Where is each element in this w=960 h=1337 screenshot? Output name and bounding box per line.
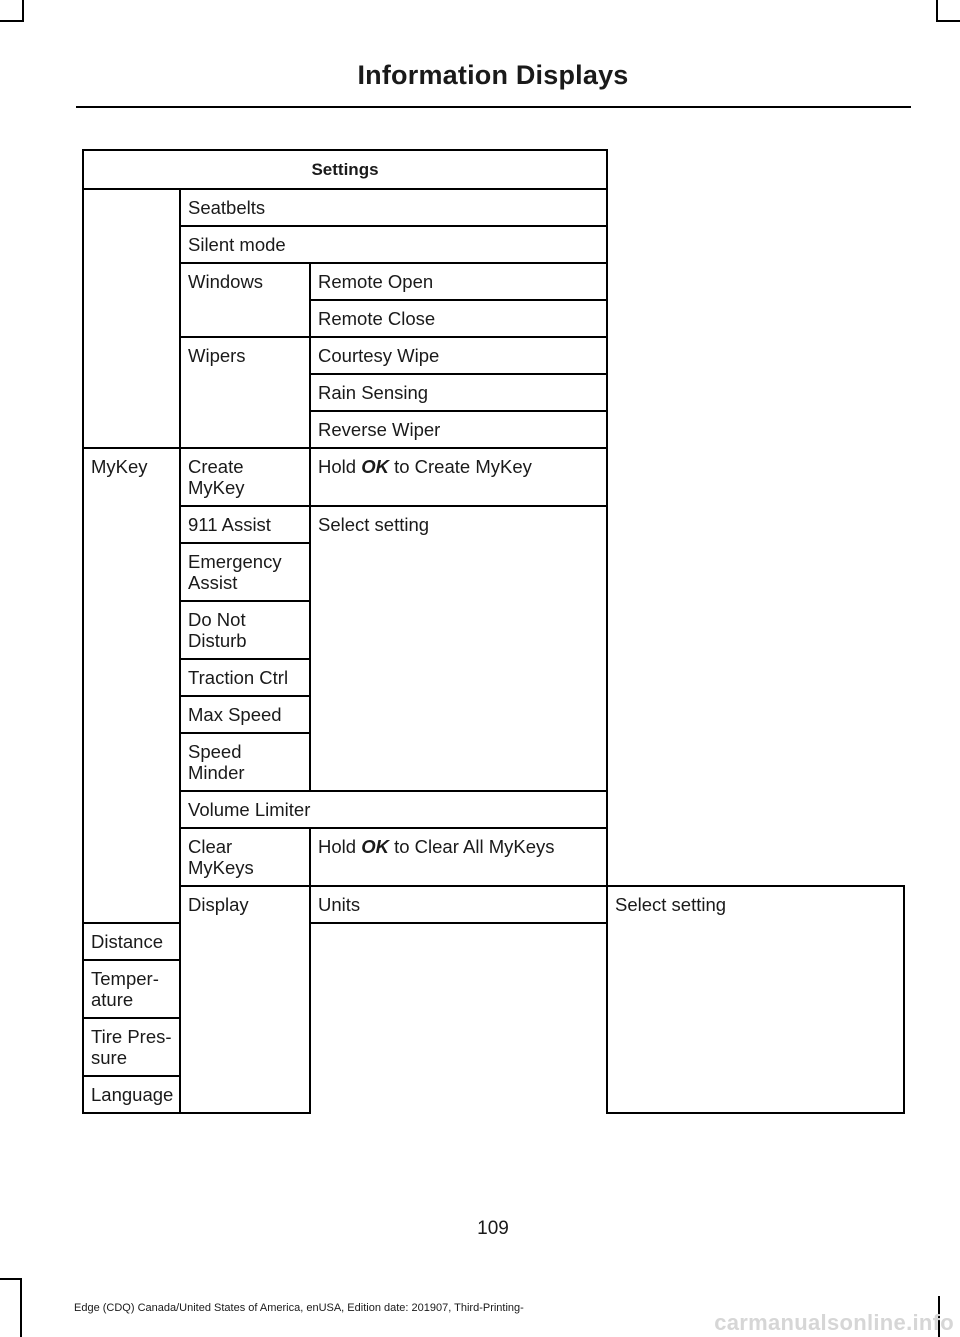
crop-mark <box>936 20 960 22</box>
display-item: Distance <box>83 923 180 960</box>
windows-cell: Windows <box>180 263 310 337</box>
display-cell: Display <box>180 886 310 1113</box>
select-setting-cell: Select setting <box>607 886 904 1113</box>
select-setting-cell: Select setting <box>310 506 607 791</box>
watermark: carmanualsonline.info <box>714 1310 954 1335</box>
page-title: Information Displays <box>357 60 629 90</box>
table-row <box>83 189 904 226</box>
create-mykey-instruction <box>310 448 607 506</box>
footer-edition-text: Edge (CDQ) Canada/United States of America, enUSA, Edition date: 201907, Third-Printing- <box>74 1302 524 1314</box>
table-row <box>83 791 904 828</box>
table-row <box>83 448 904 506</box>
crop-mark <box>0 1278 20 1280</box>
volume-limiter-cell: Volume Limiter <box>180 791 607 828</box>
table-title: Settings <box>83 150 607 189</box>
table-row <box>83 506 904 543</box>
remote-close-cell: Remote Close <box>310 300 607 337</box>
ok-button-label: OK <box>361 836 389 857</box>
header-divider <box>76 106 911 108</box>
crop-mark <box>20 1278 22 1337</box>
clear-post-text: to Clear All MyKeys <box>394 836 555 857</box>
crop-mark <box>22 0 24 20</box>
remote-open-cell: Remote Open <box>310 263 607 300</box>
crop-mark <box>936 0 938 20</box>
mykey-item: Max Speed <box>180 696 310 733</box>
mykey-item: Speed Minder <box>180 733 310 791</box>
display-item: Language <box>83 1076 180 1113</box>
table-row <box>83 886 904 923</box>
seatbelts-cell: Seatbelts <box>180 189 607 226</box>
wipers-cell: Wipers <box>180 337 310 448</box>
hold-text: Hold <box>318 836 357 857</box>
mykey-item: Do Not Disturb <box>180 601 310 659</box>
display-item: Units <box>310 886 607 923</box>
display-item: Temper-ature <box>83 960 180 1018</box>
rain-sensing-cell: Rain Sensing <box>310 374 607 411</box>
table-row <box>83 828 904 886</box>
table-row <box>83 263 904 300</box>
ok-button-label: OK <box>361 456 389 477</box>
mykey-cell: MyKey <box>83 448 180 923</box>
crop-mark <box>0 20 24 22</box>
silent-mode-cell: Silent mode <box>180 226 607 263</box>
clear-mykeys-cell: Clear MyKeys <box>180 828 310 886</box>
hold-text: Hold <box>318 456 357 477</box>
courtesy-wipe-cell: Courtesy Wipe <box>310 337 607 374</box>
settings-table <box>82 149 905 1114</box>
clear-mykeys-instruction <box>310 828 607 886</box>
mykey-item: Emergency Assist <box>180 543 310 601</box>
table-row <box>83 226 904 263</box>
reverse-wiper-cell: Reverse Wiper <box>310 411 607 448</box>
page-number: 109 <box>477 1218 509 1239</box>
table-header-row <box>83 150 904 189</box>
display-item: Tire Pres-sure <box>83 1018 180 1076</box>
mykey-item: 911 Assist <box>180 506 310 543</box>
create-post-text: to Create MyKey <box>394 456 532 477</box>
empty-category-cell <box>83 189 180 448</box>
create-mykey-cell: Create MyKey <box>180 448 310 506</box>
mykey-item: Traction Ctrl <box>180 659 310 696</box>
table-row <box>83 337 904 374</box>
